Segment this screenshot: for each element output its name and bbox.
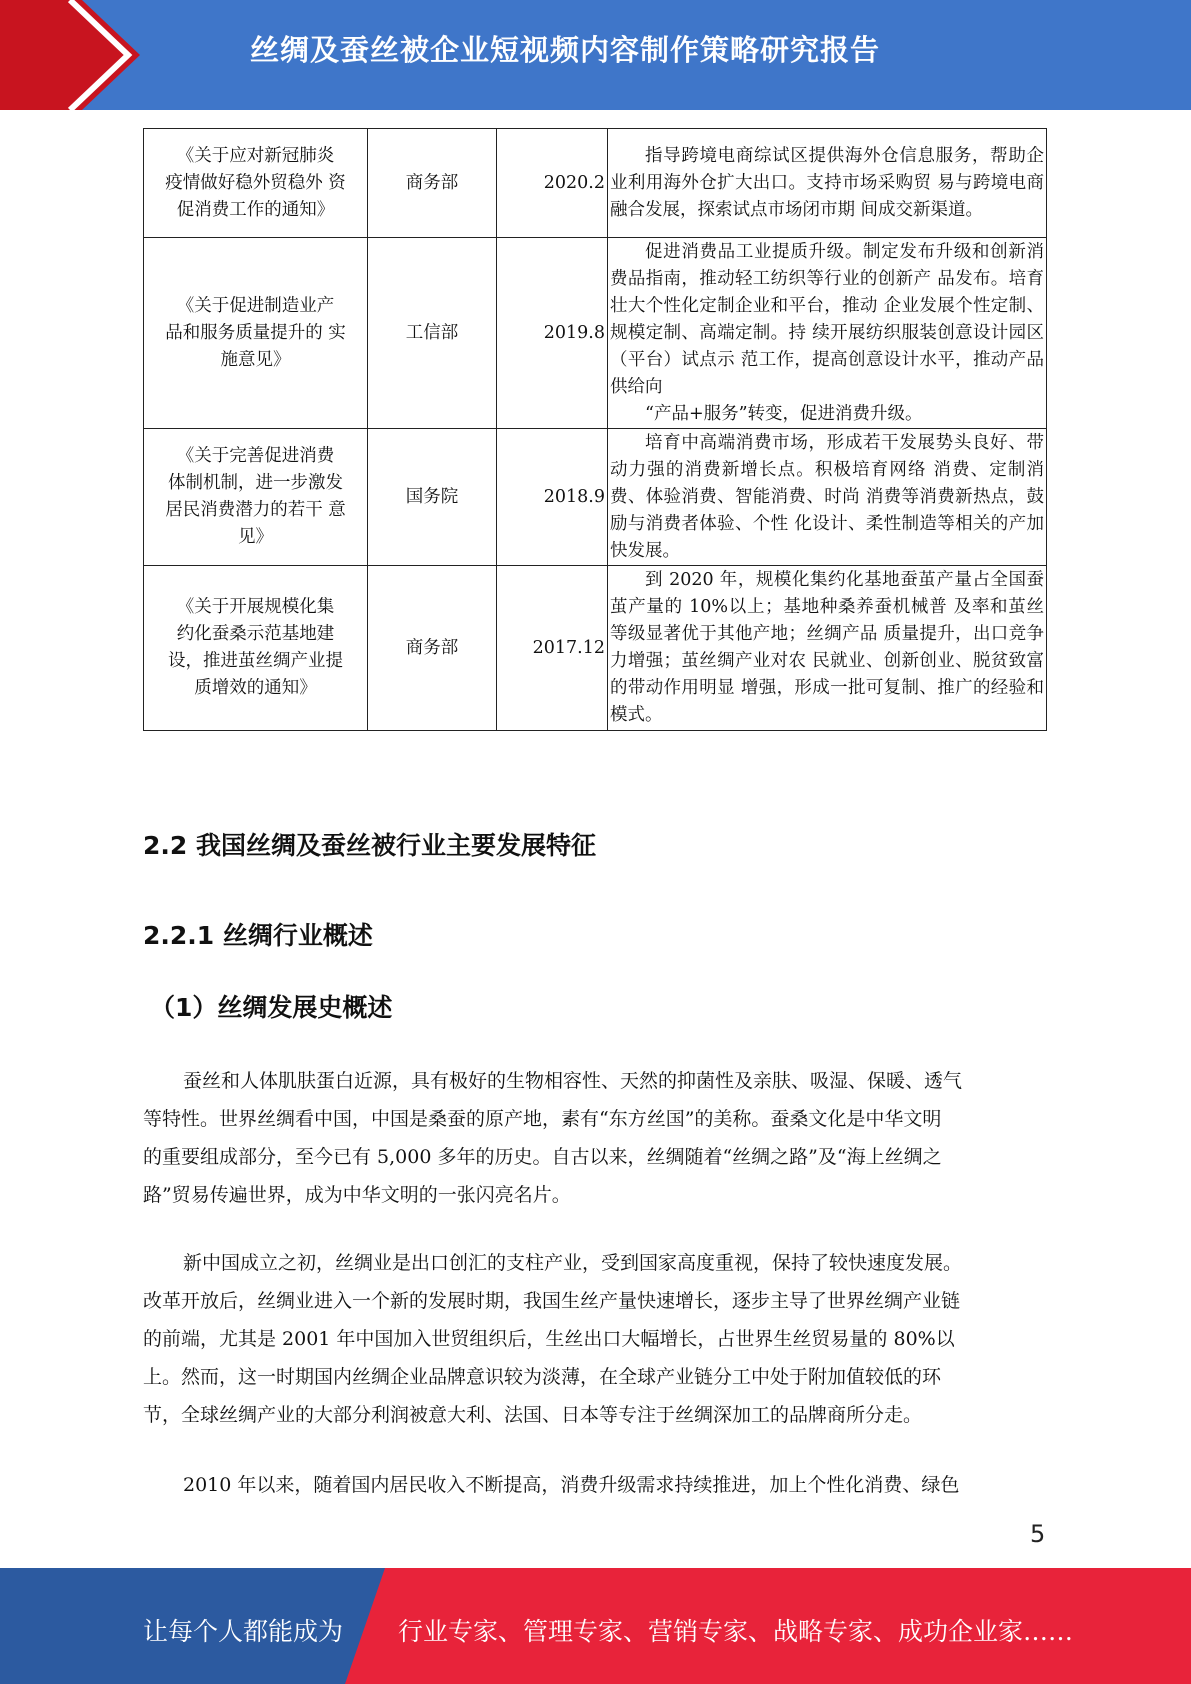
policy-title-cell: 《关于促进制造业产 品和服务质量提升的 实 施意见》 xyxy=(144,238,368,429)
page-number: 5 xyxy=(1030,1520,1046,1548)
paragraph-line: 蚕丝和人体肌肤蛋白近源，具有极好的生物相容性、天然的抑菌性及亲肤、吸湿、保暖、透气 xyxy=(183,1070,963,1092)
subsection-heading: （1）丝绸发展史概述 xyxy=(150,993,393,1022)
paragraph-line: 新中国成立之初，丝绸业是出口创汇的支柱产业，受到国家高度重视，保持了较快速度发展。 xyxy=(183,1252,963,1274)
paragraph-line: 改革开放后，丝绸业进入一个新的发展时期，我国生丝产量快速增长，逐步主导了世界丝绸产业链 xyxy=(143,1290,961,1312)
department-cell: 商务部 xyxy=(368,566,497,731)
policy-title-cell: 《关于应对新冠肺炎 疫情做好稳外贸稳外 资 促消费工作的通知》 xyxy=(144,129,368,238)
table-row xyxy=(144,238,1047,429)
date-cell: 2019.8 xyxy=(497,238,608,429)
policy-table xyxy=(143,128,1047,731)
paragraph-line: 2010 年以来，随着国内居民收入不断提高，消费升级需求持续推进，加上个性化消费、绿色 xyxy=(183,1474,960,1496)
table-row xyxy=(144,566,1047,731)
paragraph-line: 的前端，尤其是 2001 年中国加入世贸组织后，生丝出口大幅增长，占世界生丝贸易量的 80%以 xyxy=(143,1328,955,1350)
date-cell: 2018.9 xyxy=(497,429,608,566)
description-cell: 指导跨境电商综试区提供海外仓信息服务，帮助企业利用海外仓扩大出口。支持市场采购贸 易与跨境电商融合发展，探索试点市场闭市期 间成交新渠道。 xyxy=(608,129,1047,238)
paragraph-line: 节，全球丝绸产业的大部分利润被意大利、法国、日本等专注于丝绸深加工的品牌商所分走。 xyxy=(143,1404,923,1426)
section-heading-2-2: 2.2 我国丝绸及蚕丝被行业主要发展特征 xyxy=(143,831,596,860)
department-cell: 国务院 xyxy=(368,429,497,566)
footer-slogan-left: 让每个人都能成为 xyxy=(143,1617,344,1646)
description-cell: 促进消费品工业提质升级。制定发布升级和创新消费品指南，推动轻工纺织等行业的创新产 品发布。培育壮大个性化定制企业和平台，推动 企业发展个性定制、规模定制、高端定制。持 续开展纺织服装创意设计园区（平台）试点示 范工作，提高创意设计水平，推动产品供给向 “产品+服务”转变，促进消费升级。 xyxy=(608,238,1047,429)
paragraph-line: 路”贸易传遍世界，成为中华文明的一张闪亮名片。 xyxy=(143,1184,571,1206)
table-row xyxy=(144,429,1047,566)
header-arrow-decoration xyxy=(0,0,140,110)
department-cell: 商务部 xyxy=(368,129,497,238)
date-cell: 2020.2 xyxy=(497,129,608,238)
paragraph-line: 等特性。世界丝绸看中国，中国是桑蚕的原产地，素有“东方丝国”的美称。蚕桑文化是中华文明 xyxy=(143,1108,942,1130)
description-cell: 培育中高端消费市场，形成若干发展势头良好、带动力强的消费新增长点。积极培育网络 消费、定制消费、体验消费、智能消费、时尚 消费等消费新热点，鼓励与消费者体验、个性 化设计、柔性制造等相关的产加快发展。 xyxy=(608,429,1047,566)
table-row xyxy=(144,129,1047,238)
date-cell: 2017.12 xyxy=(497,566,608,731)
department-cell: 工信部 xyxy=(368,238,497,429)
paragraph-line: 上。然而，这一时期国内丝绸企业品牌意识较为淡薄，在全球产业链分工中处于附加值较低的环 xyxy=(143,1366,942,1388)
footer-slogan-right: 行业专家、管理专家、营销专家、战略专家、成功企业家…… xyxy=(398,1617,1074,1646)
policy-title-cell: 《关于开展规模化集 约化蚕桑示范基地建 设，推进茧丝绸产业提 质增效的通知》 xyxy=(144,566,368,731)
report-title: 丝绸及蚕丝被企业短视频内容制作策略研究报告 xyxy=(250,33,881,67)
description-cell: 到 2020 年，规模化集约化基地蚕茧产量占全国蚕茧产量的 10%以上；基地种桑养蚕机械普 及率和茧丝等级显著优于其他产地；丝绸产品 质量提升，出口竞争力增强；茧丝绸产业对农 民就业、创新创业、脱贫致富的带动作用明显 增强，形成一批可复制、推广的经验和模式。 xyxy=(608,566,1047,731)
section-heading-2-2-1: 2.2.1 丝绸行业概述 xyxy=(143,921,373,950)
page-header xyxy=(0,0,1191,110)
paragraph-line: 的重要组成部分，至今已有 5,000 多年的历史。自古以来，丝绸随着“丝绸之路”及“海上丝绸之 xyxy=(143,1146,942,1168)
policy-title-cell: 《关于完善促进消费 体制机制，进一步激发 居民消费潜力的若干 意 见》 xyxy=(144,429,368,566)
